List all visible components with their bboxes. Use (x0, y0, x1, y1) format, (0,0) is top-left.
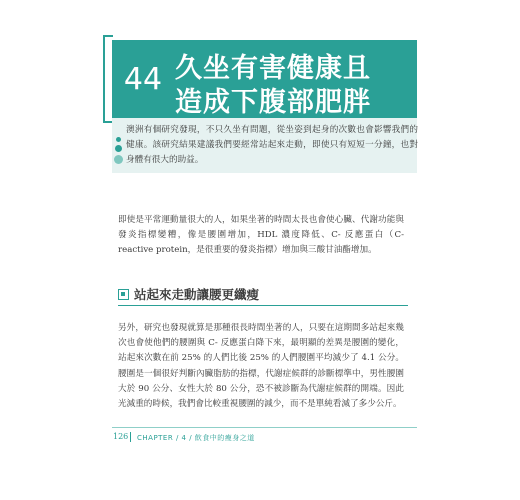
section-title: 站起來走動讓腰更纖瘦 (134, 287, 260, 302)
chapter-title-line-2: 造成下腹部肥胖 (175, 87, 371, 118)
decorative-dot (116, 137, 121, 142)
square-bullet-icon (118, 289, 129, 300)
body-paragraph-2: 另外，研究也發現就算是那種很長時間坐著的人，只要在這期間多站起來幾次也會使他們的腰圍與 C- 反應蛋白降下來，最明顯的差異是腰圍的變化，站起來次數在前 25% 的人們比後 25% 的人們腰圍平均減少了 4.1 公分。腰圍是一個很好判斷內臟脂肪的指標，代謝症候群的診斷標準中，男性腰圍大於 90 公分、女性大於 80 公分，恐不被診斷為代謝症候群的開端。因此光減重的時候，我們會比較重視腰圍的減少，而不是單純看減了多少公斤。 (118, 323, 404, 410)
footer-chapter-label: CHAPTER / 4 / 飲食中的瘦身之道 (137, 434, 255, 442)
section-underline (118, 305, 408, 306)
chapter-number: 44 (123, 61, 163, 97)
footer-separator (130, 432, 131, 442)
intro-summary-text: 澳洲有個研究發現，不只久坐有問題，從坐姿到起身的次數也會影響我們的健康。該研究結果建議我們要經常站起來走動，即使只有短短一分鐘，也對身體有很大的助益。 (126, 125, 418, 165)
decorative-dot (114, 155, 123, 164)
section-heading (118, 285, 408, 305)
page-number: 126 (113, 432, 129, 441)
decorative-dot (115, 145, 122, 152)
footer-divider (112, 427, 417, 428)
chapter-title-line-1: 久坐有害健康且 (175, 53, 371, 84)
body-paragraph-1: 即使是平常運動量很大的人，如果坐著的時間太長也會使心臟、代謝功能與發炎指標變糟，像是腰圍增加，HDL 濃度降低、C- 反應蛋白（C-reactive protein，是很重要的發炎指標）增加與三酸甘油酯增加。 (118, 215, 404, 256)
